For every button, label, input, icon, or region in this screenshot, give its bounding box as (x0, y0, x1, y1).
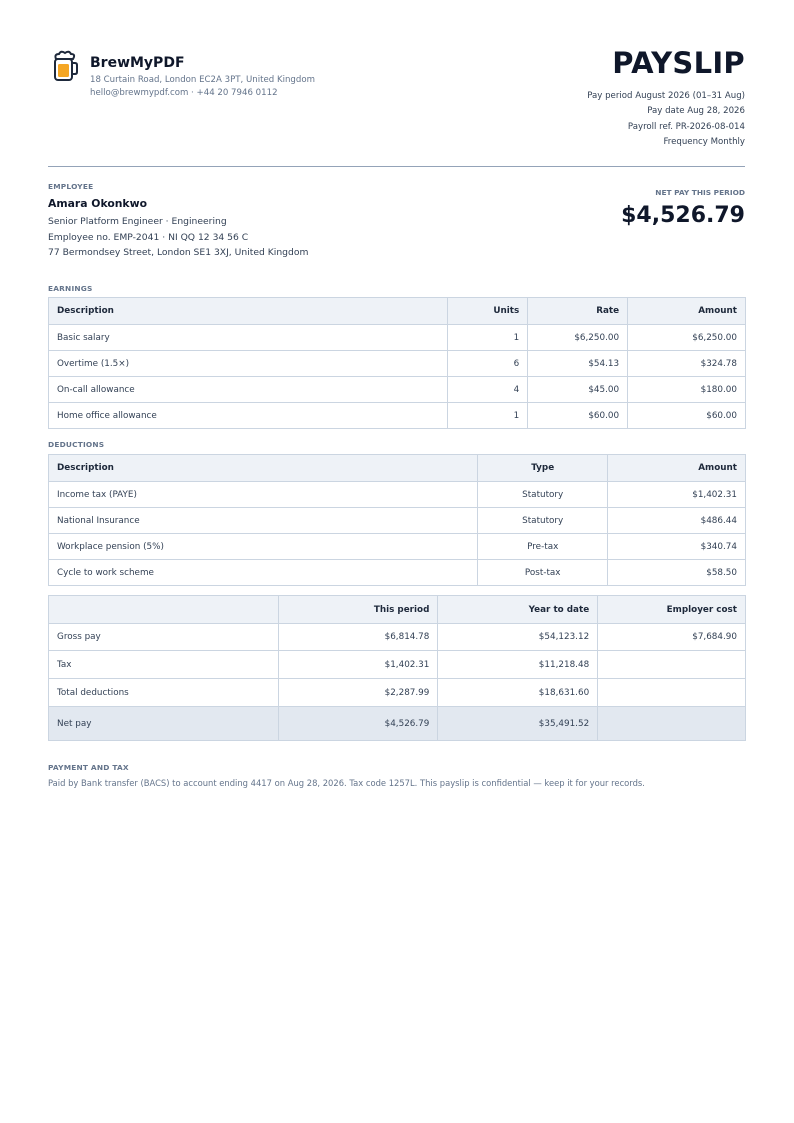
table-row (49, 679, 746, 707)
earnings-col-units: Units (448, 298, 528, 325)
earning-amount: $324.78 (628, 351, 746, 377)
net-pay-row (49, 707, 746, 741)
deduction-amount: $486.44 (608, 508, 746, 534)
deductions-col-description: Description (49, 455, 478, 482)
summary-ytd: $18,631.60 (438, 679, 598, 707)
table-row (49, 482, 746, 508)
table-row (49, 325, 746, 351)
summary-col-employer-cost: Employer cost (598, 596, 746, 624)
earning-amount: $180.00 (628, 377, 746, 403)
earning-description: On-call allowance (49, 377, 448, 403)
deduction-amount: $340.74 (608, 534, 746, 560)
pay-frequency: Frequency Monthly (663, 136, 745, 147)
deductions-table (48, 454, 746, 586)
deduction-type: Post-tax (478, 560, 608, 586)
deduction-description: National Insurance (49, 508, 478, 534)
earnings-col-amount: Amount (628, 298, 746, 325)
earning-units: 6 (448, 351, 528, 377)
table-row (49, 377, 746, 403)
earning-description: Overtime (1.5×) (49, 351, 448, 377)
deduction-description: Cycle to work scheme (49, 560, 478, 586)
earnings-section-label: EARNINGS (48, 284, 93, 293)
earnings-table (48, 297, 746, 429)
deduction-type: Pre-tax (478, 534, 608, 560)
deduction-type: Statutory (478, 482, 608, 508)
employee-address: 77 Bermondsey Street, London SE1 3XJ, United Kingdom (48, 247, 309, 258)
deductions-header-row (49, 455, 746, 482)
earning-rate: $60.00 (528, 403, 628, 429)
deduction-amount: $58.50 (608, 560, 746, 586)
summary-this-period: $6,814.78 (278, 624, 438, 651)
payment-section-label: PAYMENT AND TAX (48, 763, 129, 772)
table-row (49, 651, 746, 679)
document-meta (587, 89, 745, 150)
summary-this-period: $1,402.31 (278, 651, 438, 679)
summary-employer-cost: $7,684.90 (598, 624, 746, 651)
summary-table (48, 595, 746, 741)
table-row (49, 560, 746, 586)
payment-note: Paid by Bank transfer (BACS) to account ending 4417 on Aug 28, 2026. Tax code 1257L. This payslip is confidential — keep it for your records. (48, 778, 645, 788)
net-pay-amount: $4,526.79 (621, 203, 745, 228)
earning-units: 1 (448, 325, 528, 351)
summary-this-period: $4,526.79 (278, 707, 438, 741)
company-address: 18 Curtain Road, London EC2A 3PT, United Kingdom (90, 75, 315, 85)
pay-period: Pay period August 2026 (01–31 Aug) (587, 91, 745, 101)
summary-label: Net pay (49, 707, 279, 741)
deduction-amount: $1,402.31 (608, 482, 746, 508)
summary-this-period: $2,287.99 (278, 679, 438, 707)
table-row (49, 351, 746, 377)
employee-section-label: EMPLOYEE (48, 182, 94, 191)
beer-mug-icon (50, 50, 78, 82)
summary-label: Gross pay (49, 624, 279, 651)
pay-date: Pay date Aug 28, 2026 (647, 106, 745, 117)
summary-ytd: $54,123.12 (438, 624, 598, 651)
company-name: BrewMyPDF (90, 55, 185, 71)
deduction-description: Income tax (PAYE) (49, 482, 478, 508)
summary-col-label (49, 596, 279, 624)
deduction-type: Statutory (478, 508, 608, 534)
table-row (49, 403, 746, 429)
table-row (49, 624, 746, 651)
header-divider (48, 166, 745, 167)
summary-ytd: $11,218.48 (438, 651, 598, 679)
earning-units: 1 (448, 403, 528, 429)
earnings-col-rate: Rate (528, 298, 628, 325)
summary-employer-cost (598, 679, 746, 707)
deductions-col-type: Type (478, 455, 608, 482)
earning-description: Basic salary (49, 325, 448, 351)
company-contact: hello@brewmypdf.com · +44 20 7946 0112 (90, 88, 278, 98)
deductions-col-amount: Amount (608, 455, 746, 482)
summary-label: Tax (49, 651, 279, 679)
deductions-section-label: DEDUCTIONS (48, 440, 105, 449)
employee-ids: Employee no. EMP-2041 · NI QQ 12 34 56 C (48, 232, 249, 243)
earning-amount: $6,250.00 (628, 325, 746, 351)
summary-employer-cost (598, 707, 746, 741)
earning-rate: $54.13 (528, 351, 628, 377)
summary-ytd: $35,491.52 (438, 707, 598, 741)
employee-name: Amara Okonkwo (48, 197, 148, 210)
payroll-ref: Payroll ref. PR-2026-08-014 (627, 121, 745, 132)
earnings-header-row (49, 298, 746, 325)
earnings-col-description: Description (49, 298, 448, 325)
table-row (49, 508, 746, 534)
earning-rate: $6,250.00 (528, 325, 628, 351)
net-pay-label: NET PAY THIS PERIOD (655, 188, 745, 197)
summary-employer-cost (598, 651, 746, 679)
earning-units: 4 (448, 377, 528, 403)
employee-role: Senior Platform Engineer · Engineering (48, 216, 227, 227)
document-header (48, 48, 745, 152)
earning-rate: $45.00 (528, 377, 628, 403)
summary-col-this-period: This period (278, 596, 438, 624)
earning-amount: $60.00 (628, 403, 746, 429)
summary-header-row (49, 596, 746, 624)
earning-description: Home office allowance (49, 403, 448, 429)
table-row (49, 534, 746, 560)
summary-label: Total deductions (49, 679, 279, 707)
document-title: PAYSLIP (612, 46, 745, 80)
deduction-description: Workplace pension (5%) (49, 534, 478, 560)
summary-col-ytd: Year to date (438, 596, 598, 624)
